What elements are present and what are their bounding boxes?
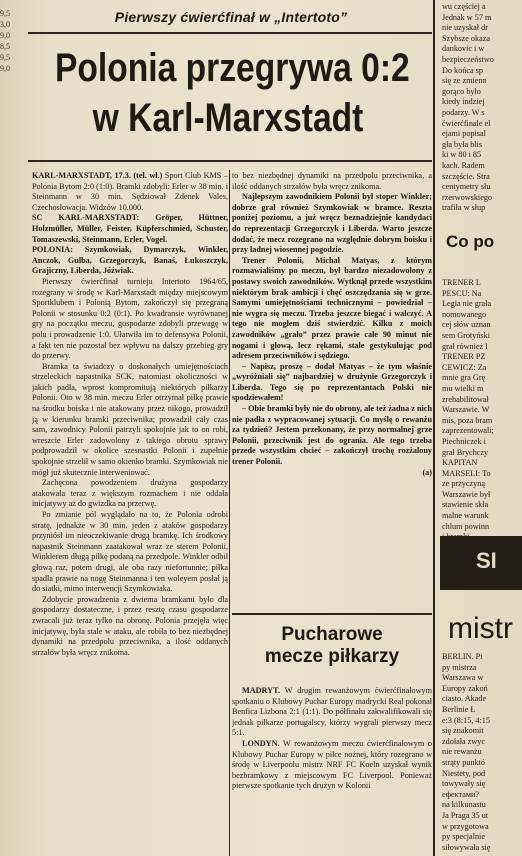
paragraph-lead: SC KARL-MARXSTADT: [32, 213, 140, 223]
paragraph-lead: KARL-MARXSTADT, 17.3. (tel. wł.) [32, 171, 163, 180]
right-headline-mistr: mistr [448, 612, 513, 645]
paragraph-text: Gröper, Hüttner, Holzmüller, Müller, Feister, Küpferschmied, Schuster, Tomaszewski, Steinmann, Erler, Vogel. [32, 213, 228, 244]
paragraph-text: Szymkowiak, Dymarczyk, Winkler, Anczok, Gulba, Grzegorczyk, Banaś, Łukoszczyk, Grajiczny, Liberda, Jóźwiak. [32, 245, 228, 276]
right-text-line: e:3 (8:15, 4:15 [442, 715, 490, 725]
right-text-line: podarzy. W s [442, 107, 485, 117]
right-text-line: Warszawie. W [442, 405, 490, 415]
right-text-line: grał również l [442, 341, 488, 351]
paragraph [32, 171, 228, 213]
right-text-line: nie rewanżu [442, 747, 482, 757]
right-text-line: Szybsze okaza [442, 33, 490, 43]
right-text-line: BERLIN. Pi [442, 652, 483, 661]
right-text-line: grał Brychczy [442, 447, 489, 457]
right-text-line: szczęście. Stra [442, 171, 490, 181]
stub-line: 3,0 [0, 20, 10, 29]
right-text-line: TRENER L [442, 278, 481, 287]
article-column-2 [232, 171, 432, 611]
right-text-line: ефектами? [442, 789, 480, 799]
top-rule [28, 32, 432, 34]
paragraph [32, 595, 228, 659]
paragraph [32, 362, 228, 479]
right-text-line: towywały się [442, 779, 486, 789]
headline-rule [28, 160, 432, 162]
banner-text: SI [476, 548, 497, 573]
right-text-line: zaprezentowali; [442, 426, 494, 436]
paragraph-text: W rewanżowym meczu ćwierćfinałowym o Klubowy Puchar Europy w piłce nożnej, który rozegrano w środę w Liverpoolu mistrz NRF FC Koeln uzyskał wynik bezbramkowy z miejscowym FC Liverpool. Ponieważ pierwsze spotkanie tych drużyn w Kolonii [232, 738, 432, 791]
paragraph-text: Bramka ta świadczy o doskonałych umiejętnościach strzeleckich napastnika SCK, natomiast okoliczności w jakich padła, wprost kompromitują niektórych piłkarzy Polonii. Oto w 38 min. meczu Erler otrzymał piłkę prawie na środku boiska i nie atakowany przez nikogo, prowadził ją w kierunku bramki przeciwnika; prowadził cały czas sam, zawodnicy Polonii patrzyli spokojnie jak to on robi, wreszcie Erler zadowolony z takiego obrotu sprawy podprowadził w okolice szesnastki Polonii i zupełnie spokojnie strzelił w samo okienko bramki. Szymkowiak nie mógł już skutecznie interweniować. [32, 361, 228, 477]
paragraph [232, 171, 432, 192]
right-text-line: kach. Radem [442, 160, 485, 170]
paragraph-text: Zdobycie prowadzenia z dwiema bramkami było dla gospodarzy dostateczne, i przez resztę czasu gospodarze zwracali już teraz tylko na obronę. Polonia przejęła więc inicjatywę, była stale w ataku, ale robiła to bez niezbędnej dynamiki na przedpolu przeciwnika, a ilość oddanych strzałów była wręcz znikoma. [32, 594, 228, 657]
stub-line: 8,5 [0, 42, 10, 51]
stub-line: 9,0 [0, 31, 10, 40]
right-text-line: Europy zakoń [442, 683, 488, 693]
right-text-line: Warszawa w [442, 673, 484, 683]
stub-line: 9,5 [0, 9, 10, 18]
right-text-line: gła była blis [442, 139, 483, 149]
right-text-line: PESCU: Na [442, 288, 482, 298]
right-text-line: w przygotowa [442, 821, 489, 831]
sub-headline-line: mecze piłkarzy [264, 646, 400, 667]
right-clipped-column [436, 0, 522, 856]
right-text-line: py mistrza [442, 662, 477, 672]
paragraph-text: Sport Club KMS – Polonia Bytom 2:0 (1:0). Bramki zdobyli: Erler w 38 min. i Steinmann w 30 min. Sędziował Zdenek Vales, Czechosłowacja. Widzów 10.000. [32, 171, 228, 212]
right-text-line: py specjalnie [442, 832, 485, 842]
headline-line-1: Polonia przegrywa 0:2 [54, 46, 410, 90]
stub-line: 9,0 [0, 64, 10, 73]
right-text-line: Niestety, pod [442, 768, 486, 778]
right-top-text [442, 2, 522, 214]
lineup-away [32, 245, 228, 277]
paragraph-text: Pierwszy ćwierćfinał turnieju Intertoto 1964/65, rozegrany w środę w Karl-Marxstadt między miejscowym Sportklubem i Polonią Bytom, zakończył się przegraną Polonii w stosunku 0:2 (0:1). Po kwadransie wyrównanej gry na początku meczu, gospodarze zdobyli przewagę w polu i prowadzenie 1:0. Ułatwiła im to defensywa Polonii, a fakt ten nie pozostał bez wpływu na dalszy przebieg gry do przerwy. [32, 276, 228, 361]
paragraph [32, 510, 228, 595]
right-text-line: ejami popisal [442, 129, 486, 139]
right-text-line: siłowywała się [442, 842, 491, 852]
paragraph [232, 404, 432, 468]
right-text-line: Piechniczek i [442, 436, 486, 446]
right-text-line: cej słów uznan [442, 320, 491, 330]
paragraph-text: Trener Polonii, Michał Matyas, z którym rozmawialiśmy po meczu, był bardzo niezadowolony z postawy swoich zawodników. Wytknął przede wszystkim niektórym brak ambicji i chęć oszczędzania się w grze. Samymi umiejętnościami technicznymi – powiedział – nie wygra się meczu. Trzeba jeszcze biegać i walczyć. A tego nie mogłem dziś stwierdzić. Kilku z moich zawodników „grało” przez prawie całe 90 minut nie nogami i głową, lecz rękami, stale gestykulując pod adresem przeciwników i sędziego. [232, 255, 432, 361]
right-text-line: Jednak w 57 m [442, 12, 492, 22]
article-column-1 [32, 171, 228, 856]
headline-line-2: w Karl-Marxstadt [92, 96, 364, 140]
right-text-line: bezpieczeństwo [442, 54, 494, 64]
paragraph-text: Najlepszym zawodnikiem Polonii był stoper Winkler; dobrze grał również Szymkowiak w bramce. Reszta poniżej poziomu, a już wręcz beznadziejnie kandydaci do reprezentacji Grzegorczyk i Liberda. Warto jeszcze dodać, że mecz rozegrano na względnie dobrym boisku i przy ładnej wiosennej pogodzie. [232, 192, 432, 255]
right-text-line: CEWICZ: Za [442, 362, 487, 372]
right-text-line: ćwierćfinale el [442, 118, 491, 128]
right-text-line: chlum powinn [442, 521, 490, 531]
right-mid-text [442, 278, 522, 543]
right-text-line: centymetry słu [442, 182, 491, 192]
right-text-line: mis, poza bram [442, 415, 493, 425]
right-text-line: KAPITAN [442, 458, 478, 468]
right-text-line: MARSELI: To [442, 468, 491, 478]
right-text-line: gorąco było [442, 86, 481, 96]
paragraph [232, 256, 432, 362]
right-text-line: ze przyczyną [442, 479, 485, 489]
right-text-line: zrehabilitował [442, 394, 489, 404]
right-bottom-text [442, 652, 522, 853]
paragraph [32, 277, 228, 362]
paragraph-text: – Napisz, proszę – dodał Matyas – że tym właśnie „wyróżniali się” najbardziej w drużynie Grzegorczyk i Liberda. Tego się po reprezentantach Polski nie spodziewałem! [232, 361, 432, 403]
right-text-line: na kilkunastu [442, 800, 486, 810]
right-text-line: nie uzyskał dr [442, 23, 488, 33]
kicker-line: Pierwszy ćwierćfinał w „Intertoto” [114, 9, 348, 25]
paragraph-text: W drugim rewanżowym ćwierćfinałowym spotkaniu o Klubowy Puchar Europy madrycki Real pokonał Benfica Lizbona 2:1 (1:1). Do półfinału zakwalifikowali się jednak piłkarze portugalscy, którzy wygrali pierwszy mecz 5:1. [232, 686, 432, 738]
right-text-line: dankovic i w [442, 44, 485, 54]
right-divider [433, 0, 435, 856]
paragraph [32, 478, 228, 510]
right-black-banner [440, 536, 522, 590]
paragraph-text: Po zmianie pól wyglądało na to, że Polonia odrobi stratę, jednakże w 30 min. jeden z ataków gospodarzy przyniósł im nieoczekiwanie drugą bramkę. Ich środkowy napastnik Steinmann zaatakował wraz ze sterem Polonii, Winklerem długą piłkę podaną na przedpole. Winkler odbił głową raz, potem drugi, ale oba razy niefortunnie; piłka spadła prawie na nogę Steinmanna i ten woleyem posłał ją do siatki, mimo interwencji Szymkowiaka. [32, 510, 228, 594]
paragraph-text: Zachęcona powodzeniem drużyna gospodarzy atakowała teraz z większym rozmachem i nie oddała inicjatywy aż do gwizdka na przerwę. [32, 478, 228, 509]
author-signature: (a) [422, 467, 432, 477]
right-headline-co: Co po [446, 232, 495, 251]
right-text-line: ciasto. Akade [442, 694, 487, 704]
margin-stub [0, 8, 16, 74]
paragraph [232, 739, 432, 792]
right-text-line: się ze zmienn [442, 76, 487, 86]
right-text-line: sem Grotyński [442, 330, 490, 340]
paragraph [232, 362, 432, 404]
paragraph-text: – Obie bramki były nie do obrony, ale też żadna z nich nie padła z wypracowanej sytuacji. Co myślę o rewanżu za tydzień? Jestem przekonany, że przy normalnej grze Polonii, przeciwnik jest do ogrania. Ale tego trzeba przede wszystkim chcieć – zakończył trochę rozżalony trener Polonii. [232, 404, 432, 467]
paragraph-text: to bez niezbędnej dynamiki na przedpolu przeciwnika, a ilość oddanych strzałów była wręcz znikoma. [232, 171, 432, 191]
stub-line: 9,5 [0, 53, 10, 62]
right-text-line: trafiła w słup [442, 203, 486, 213]
right-text-line: rzerwowskiego [442, 192, 493, 202]
right-text-line: stawienie skła [442, 500, 489, 510]
right-text-line: TRENER PZ [442, 352, 486, 362]
sub-headline-line: Pucharowe [281, 624, 383, 645]
paragraph-lead: MADRYT. [242, 686, 280, 695]
cup-results-column [232, 686, 432, 856]
right-text-line: Ja Praga 35 ut [442, 810, 489, 820]
right-text-line: Legia nie grała [442, 299, 492, 309]
paragraph [232, 192, 432, 256]
right-text-line: Berlinie Ł [442, 704, 476, 714]
right-text-line: zdołała zwyc [442, 736, 485, 746]
paragraph [232, 686, 432, 739]
paragraph-lead: LONDYN. [242, 738, 280, 748]
sub-headline [240, 624, 424, 668]
right-text-line: malne warunk [442, 511, 489, 521]
right-text-line: Do końca sp [442, 65, 483, 75]
lineup-home [32, 213, 228, 245]
paragraph-lead: POLONIA: [32, 245, 73, 255]
right-text-line: kiedy indziej [442, 97, 485, 107]
right-text-line: się znakomit [442, 726, 484, 736]
right-text-line: wu częściej a [442, 2, 486, 11]
column-divider [229, 170, 230, 856]
right-text-line: mnie gra Grę [442, 373, 486, 383]
subhead-top-rule [232, 613, 432, 615]
right-text-line: Warszawie był [442, 489, 491, 499]
right-text-line: mu wielki m [442, 383, 484, 393]
right-text-line: nomowanego [442, 309, 487, 319]
right-text-line: ki w 80 i 85 [442, 150, 482, 160]
right-text-line: strąty punktó [442, 757, 485, 767]
